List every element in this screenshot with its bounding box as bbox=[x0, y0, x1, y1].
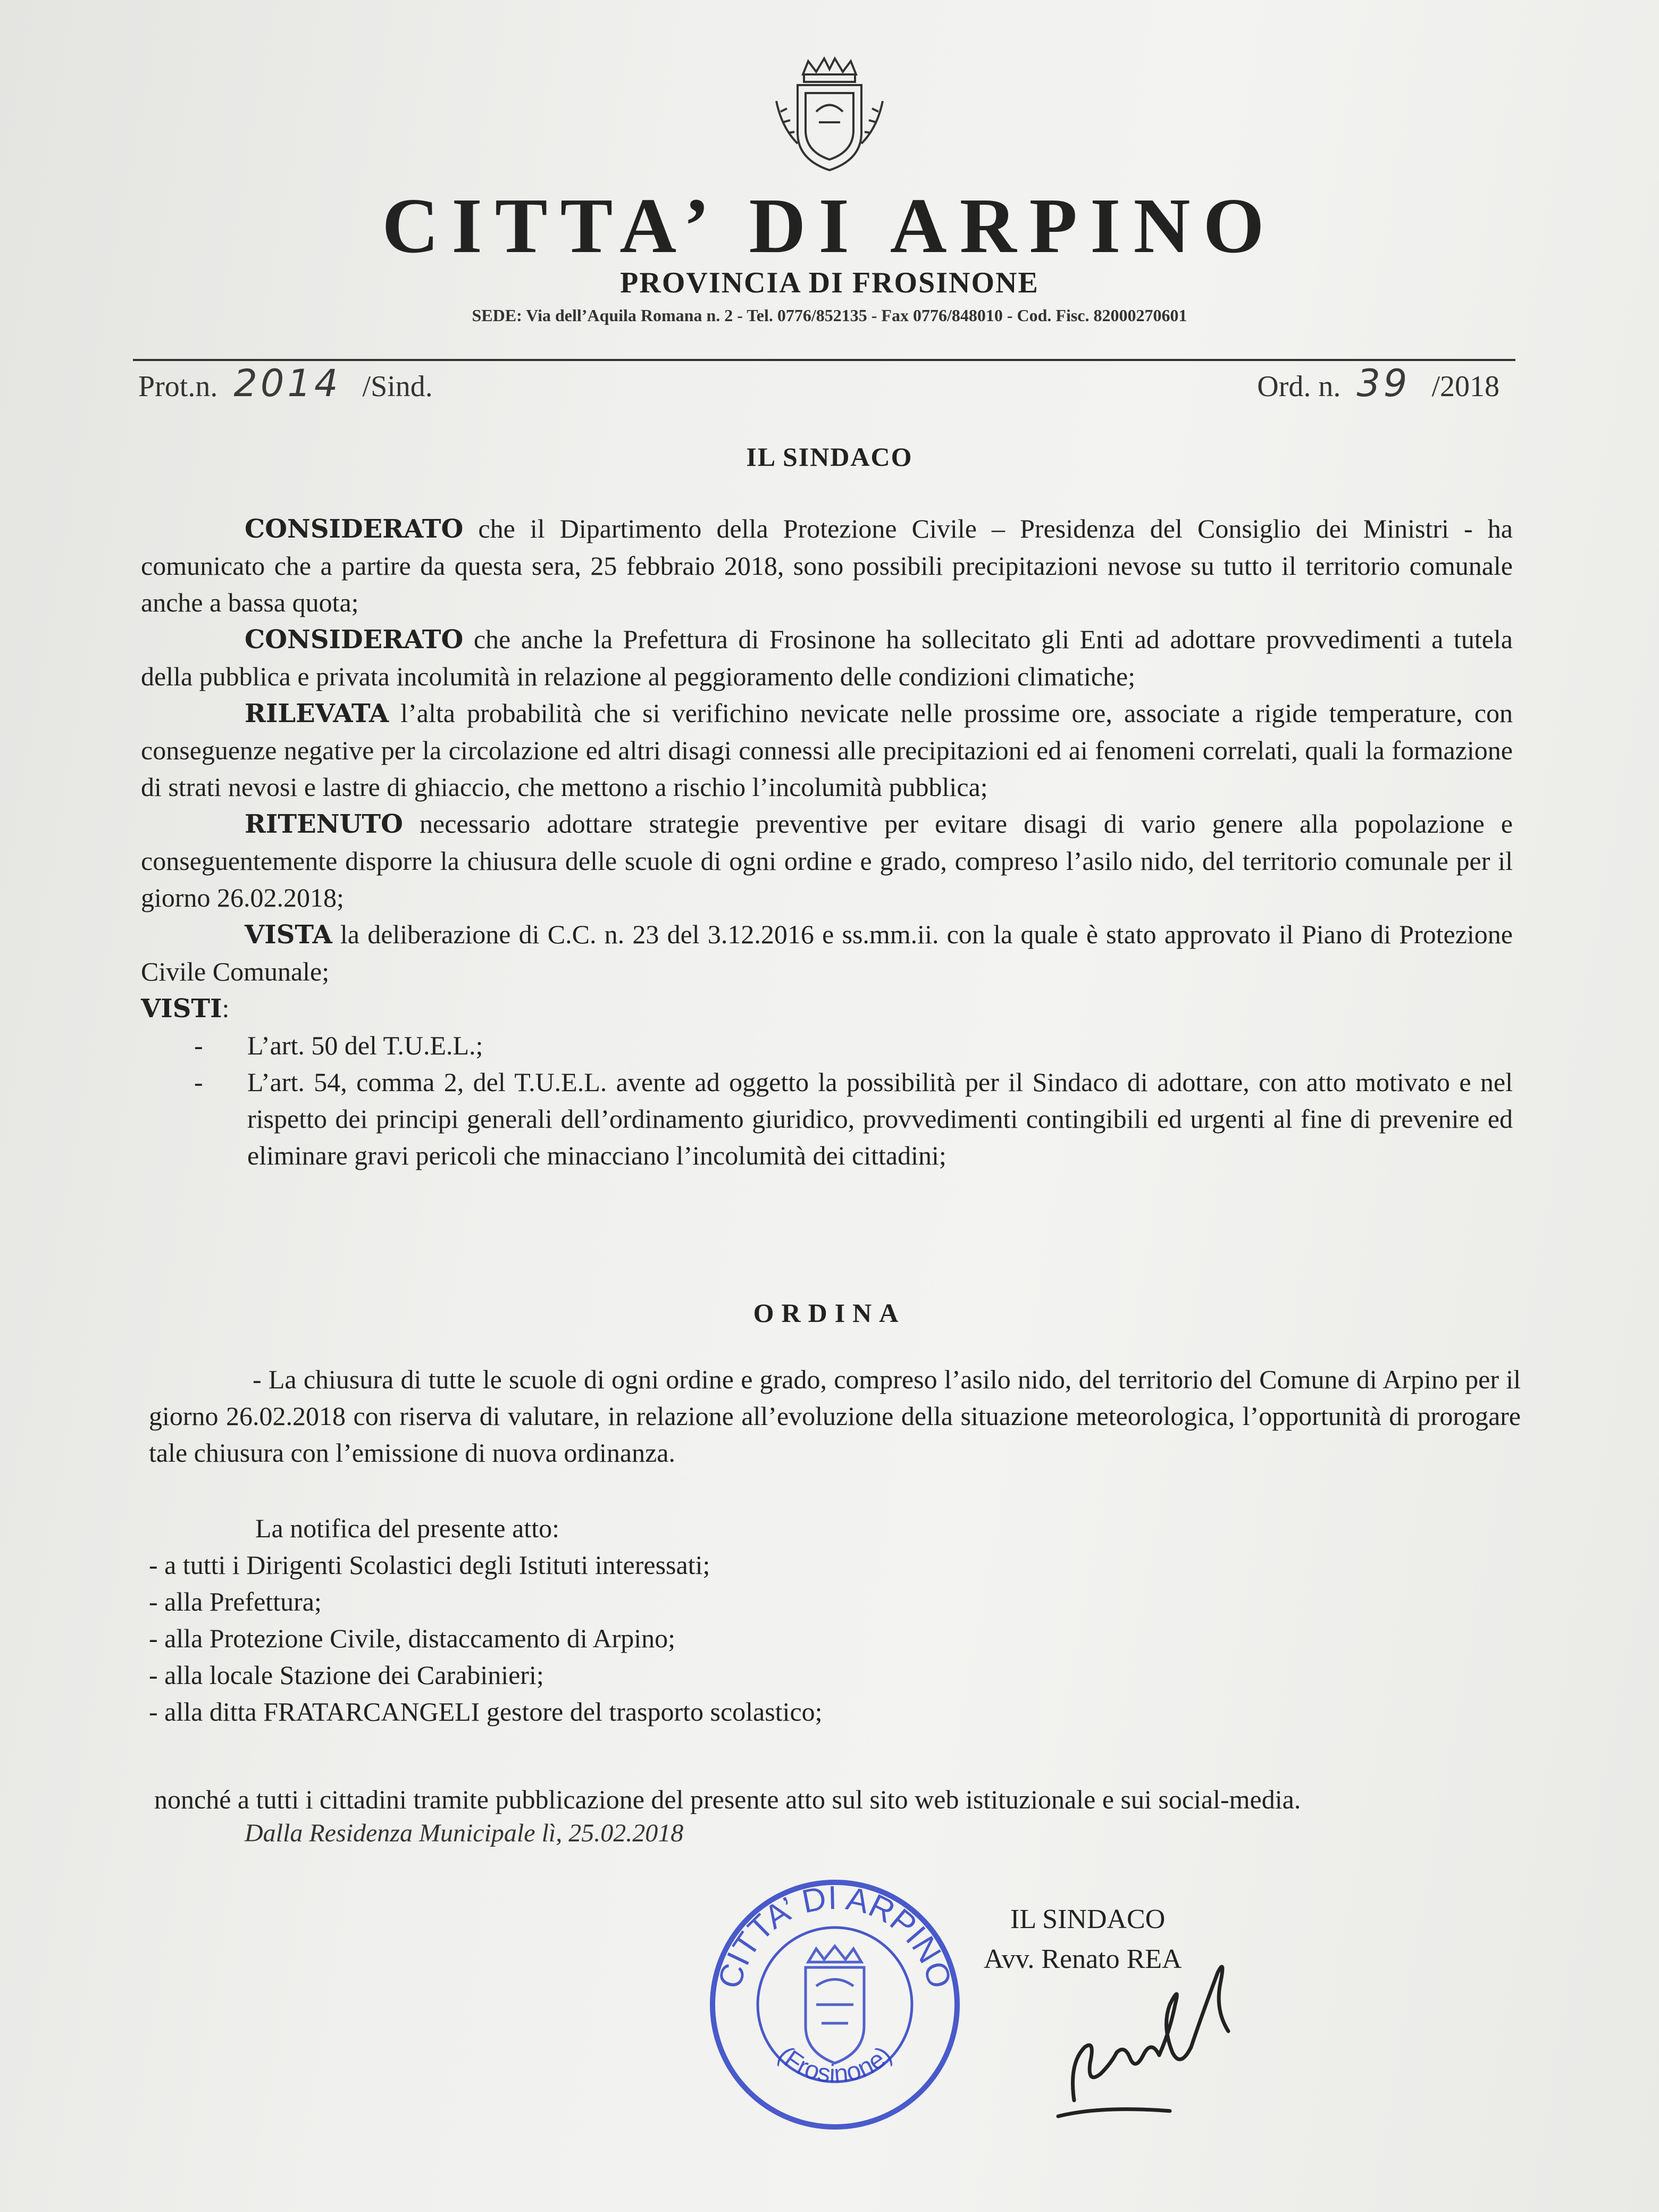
list-item: - alla Prefettura; bbox=[149, 1587, 322, 1616]
ordinance-prefix: Ord. n. bbox=[1257, 370, 1341, 403]
considerations-section bbox=[141, 510, 1513, 1174]
paragraph bbox=[141, 621, 1513, 695]
stamp-bottom-text: (Frosinone) bbox=[772, 2041, 898, 2089]
protocol-prefix: Prot.n. bbox=[138, 370, 218, 403]
paragraph bbox=[141, 510, 1513, 621]
list-item bbox=[141, 1027, 1513, 1064]
notification-lead: La notifica del presente atto: bbox=[255, 1513, 559, 1543]
keyword: VISTI bbox=[141, 994, 222, 1024]
paragraph-text: l’alta probabilità che si verifichino nevicate nelle prossime ore, associate a rigide temperature, con conseguenze negative per la circolazione ed altri disagi connessi alle precipitazioni ed ai fenomeni correlati, quali la formazione di strati nevosi e lastre di ghiaccio, che mettono a rischio l’incolumità pubblica; bbox=[141, 698, 1513, 802]
list-item: - alla locale Stazione dei Carabinieri; bbox=[149, 1660, 544, 1690]
paragraph-text: necessario adottare strategie preventive per evitare disagi di vario genere alla popolazione e conseguentemente disporre la chiusura delle scuole di ogni ordine e grado, compreso l’asilo nido, del territorio comunale per il giorno 26.02.2018; bbox=[141, 809, 1513, 912]
paragraph-text: che il Dipartimento della Protezione Civile – Presidenza del Consiglio dei Ministri - ha comunicato che a partire da questa sera, 25 febbraio 2018, sono possibili precipitazioni nevose su tutto il territorio comunale anche a bassa quota; bbox=[141, 514, 1513, 617]
protocol-handwritten-number: 2014 bbox=[233, 362, 341, 405]
svg-text:CITTA’ DI ARPINO bbox=[711, 1880, 959, 1992]
city-title: CITTA’ DI ARPINO bbox=[382, 182, 1277, 270]
office-address: SEDE: Via dell’Aquila Romana n. 2 - Tel. 0776/852135 - Fax 0776/848010 - Cod. Fisc. 82000270601 bbox=[472, 306, 1187, 325]
list-dash: - bbox=[194, 1030, 203, 1060]
province-title: PROVINCIA DI FROSINONE bbox=[620, 266, 1039, 299]
city-crest-icon bbox=[766, 53, 893, 175]
document-title: IL SINDACO bbox=[746, 442, 913, 472]
ordinance-suffix: /2018 bbox=[1431, 370, 1499, 403]
keyword: CONSIDERATO bbox=[245, 625, 464, 655]
keyword: VISTA bbox=[245, 920, 332, 950]
keyword: RILEVATA bbox=[245, 699, 389, 728]
header-divider bbox=[133, 359, 1515, 361]
svg-text:(Frosinone) bbox=[773, 2041, 898, 2088]
stamp-top-text: CITTA’ DI ARPINO bbox=[711, 1879, 959, 1993]
ordina-text: - La chiusura di tutte le scuole di ogni ordine e grado, compreso l’asilo nido, del territorio del Comune di Arpino per il giorno 26.02.2018 con riserva di valutare, in relazione all’evoluzione della situazione meteorologica, l’opportunità di prorogare tale chiusura con l’emissione di nuova ordinanza. bbox=[149, 1364, 1521, 1468]
paragraph-text: che anche la Prefettura di Frosinone ha sollecitato gli Enti ad adottare provvedimenti a tutela della pubblica e privata incolumità in relazione al peggioramento delle condizioni climatiche; bbox=[141, 624, 1513, 691]
protocol-suffix: /Sind. bbox=[362, 370, 433, 403]
paragraph bbox=[141, 695, 1513, 806]
ordina-heading: ORDINA bbox=[753, 1298, 906, 1328]
place-and-date: Dalla Residenza Municipale lì, 25.02.2018 bbox=[245, 1819, 684, 1847]
signatory-name: Avv. Renato REA bbox=[984, 1944, 1182, 1974]
paragraph bbox=[141, 916, 1513, 990]
ordina-section bbox=[149, 1361, 1521, 1471]
list-dash: - bbox=[194, 1067, 203, 1097]
keyword: CONSIDERATO bbox=[245, 514, 464, 544]
visti-list bbox=[141, 1027, 1513, 1174]
keyword: RITENUTO bbox=[245, 809, 403, 839]
list-item: - alla Protezione Civile, distaccamento di Arpino; bbox=[149, 1623, 676, 1653]
notification-section bbox=[149, 1510, 1521, 1730]
list-item bbox=[141, 1064, 1513, 1174]
handwritten-signature-icon bbox=[1037, 1925, 1260, 2148]
closing-text: nonché a tutti i cittadini tramite pubblicazione del presente atto sul sito web istituzionale e sui social-media. bbox=[154, 1784, 1301, 1814]
ordinance-number bbox=[1257, 362, 1499, 405]
ordinance-handwritten-number: 39 bbox=[1356, 362, 1411, 405]
visti-colon: : bbox=[222, 993, 230, 1023]
paragraph bbox=[141, 806, 1513, 916]
municipal-stamp-icon bbox=[702, 1872, 968, 2138]
list-item: - a tutti i Dirigenti Scolastici degli Istituti interessati; bbox=[149, 1550, 710, 1580]
list-item-text: L’art. 50 del T.U.E.L.; bbox=[247, 1030, 483, 1060]
paragraph-text: la deliberazione di C.C. n. 23 del 3.12.2016 e ss.mm.ii. con la quale è stato approvato il Piano di Protezione Civile Comunale; bbox=[141, 919, 1513, 986]
list-item: - alla ditta FRATARCANGELI gestore del trasporto scolastico; bbox=[149, 1697, 823, 1727]
signatory-title: IL SINDACO bbox=[1010, 1904, 1166, 1934]
visti-heading bbox=[141, 990, 1513, 1027]
list-item-text: L’art. 54, comma 2, del T.U.E.L. avente ad oggetto la possibilità per il Sindaco di adottare, con atto motivato e nel rispetto dei principi generali dell’ordinamento giuridico, provvedimenti contingibili ed urgenti al fine di prevenire ed eliminare gravi pericoli che minacciano l’incolumità dei cittadini; bbox=[247, 1067, 1513, 1170]
protocol-number bbox=[138, 362, 433, 405]
